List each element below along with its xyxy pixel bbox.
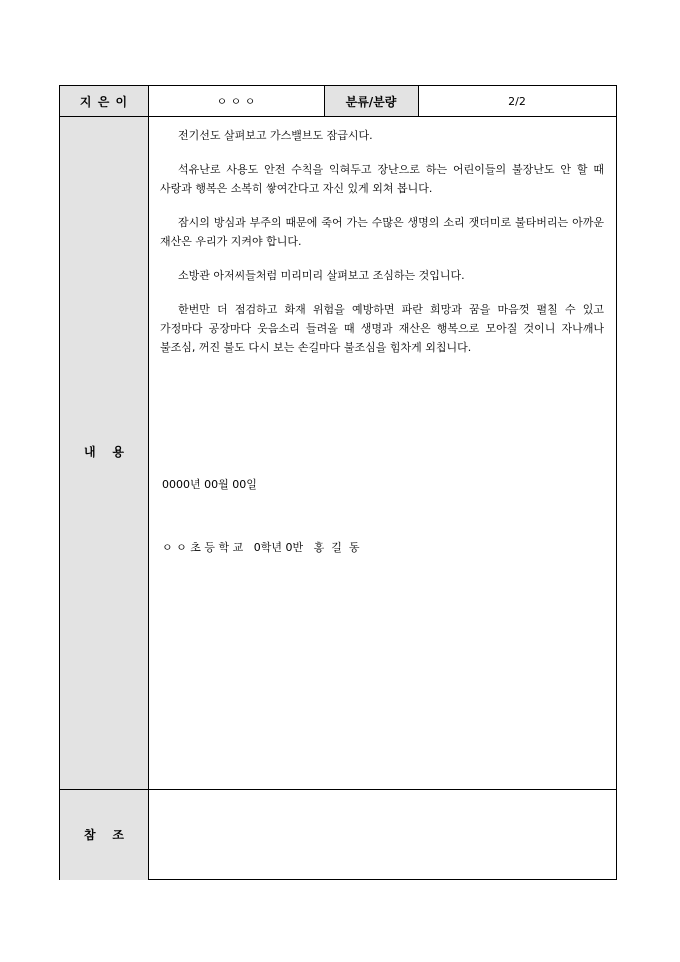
content-date: 0000년 00월 00일 (162, 478, 257, 491)
content-body (160, 126, 604, 372)
author-label-cell (60, 86, 148, 116)
reference-divider (60, 789, 616, 790)
content-signature: ㅇ ㅇ 초 등 학 교 0학년 0반 홍 길 동 (162, 541, 360, 554)
content-paragraph: 석유난로 사용도 안전 수칙을 익혀두고 장난으로 하는 어린이들의 불장난도 안 할 때 사랑과 행복은 소복히 쌓여간다고 자신 있게 외쳐 봅니다. (160, 163, 604, 195)
header-divider (60, 116, 616, 117)
document-form (59, 85, 617, 880)
content-paragraph: 소방관 아저씨들처럼 미리미리 살펴보고 조심하는 것입니다. (178, 269, 465, 282)
content-label: 내 용 (84, 445, 124, 459)
reference-label: 참 조 (84, 828, 124, 842)
content-paragraph: 한번만 더 점검하고 화재 위험을 예방하면 파란 희망과 꿈을 마음껏 펼칠 수 있고 가정마다 공장마다 웃음소리 들려올 때 생명과 재산은 행복으로 모아질 것이니 자나깨나 불조심, 꺼진 불도 다시 보는 손길마다 불조심을 힘차게 외칩니다. (160, 303, 604, 354)
category-value: 2/2 (508, 94, 526, 108)
content-paragraph: 전기선도 살펴보고 가스밸브도 잠급시다. (178, 129, 373, 142)
author-value-cell (148, 86, 324, 116)
content-label-cell (60, 116, 148, 789)
author-value: ㅇ ㅇ ㅇ (216, 95, 256, 108)
category-value-cell (418, 86, 616, 116)
header-divider-3 (418, 86, 419, 116)
label-column-divider (148, 86, 149, 879)
content-paragraph: 잠시의 방심과 부주의 때문에 죽어 가는 수많은 생명의 소리 잿더미로 불타버리는 아까운 재산은 우리가 지켜야 합니다. (160, 216, 604, 248)
category-label-cell (324, 86, 418, 116)
author-label: 지 은 이 (79, 94, 129, 109)
category-label: 분류/분량 (345, 94, 397, 109)
reference-label-cell (60, 789, 148, 880)
header-divider-2 (324, 86, 325, 116)
